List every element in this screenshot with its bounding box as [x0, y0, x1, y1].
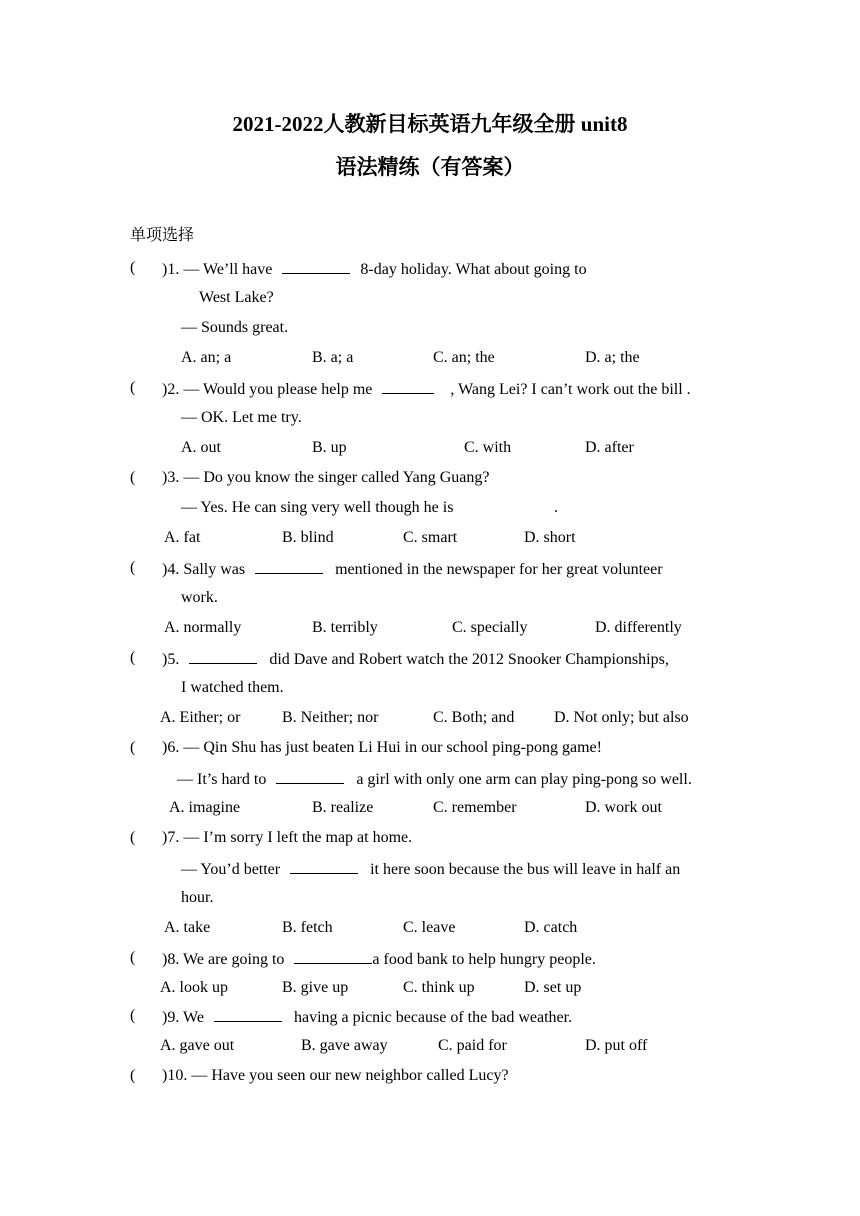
dialogue-response: — OK. Let me try. — [181, 409, 302, 426]
answer-paren: ( — [130, 829, 136, 846]
option-b: B. up — [312, 439, 347, 456]
option-b: B. Neither; nor — [282, 709, 379, 726]
option-c: C. remember — [433, 799, 517, 816]
question-number: )9. We — [162, 1009, 204, 1026]
question-stem: )6. — Qin Shu has just beaten Li Hui in our school ping-pong game! — [162, 739, 602, 756]
option-a: A. Either; or — [160, 709, 241, 726]
question-stem — [162, 378, 691, 400]
answer-paren: ( — [130, 259, 136, 276]
option-d: D. short — [524, 529, 576, 546]
question-text: , Wang Lei? I can’t work out the bill . — [450, 381, 691, 398]
question-continuation: hour. — [181, 889, 214, 906]
option-d: D. set up — [524, 979, 582, 996]
question-text: 8-day holiday. What about going to — [360, 261, 587, 278]
option-a: A. an; a — [181, 349, 232, 366]
option-b: B. a; a — [312, 349, 354, 366]
answer-paren: ( — [130, 1007, 136, 1024]
option-b: B. terribly — [312, 619, 378, 636]
question-number: )8. We are going to — [162, 951, 285, 968]
question-text: a girl with only one arm can play ping-pong so well. — [356, 771, 692, 788]
option-c: C. specially — [452, 619, 528, 636]
option-d: D. differently — [595, 619, 682, 636]
option-b: B. fetch — [282, 919, 333, 936]
question-number: )2. — Would you please help me — [162, 381, 373, 398]
option-c: C. paid for — [438, 1037, 507, 1054]
fill-blank — [276, 768, 344, 784]
answer-paren: ( — [130, 1067, 136, 1084]
option-a: A. gave out — [160, 1037, 235, 1054]
fill-blank — [282, 258, 350, 274]
option-a: A. imagine — [169, 799, 241, 816]
option-d: D. Not only; but also — [554, 709, 689, 726]
option-d: D. put off — [585, 1037, 648, 1054]
question-text: a food bank to help hungry people. — [372, 951, 596, 968]
answer-paren: ( — [130, 559, 136, 576]
question-number: )4. Sally was — [162, 561, 246, 578]
dialogue-response: — Yes. He can sing very well though he is — [181, 499, 454, 516]
option-c: C. with — [464, 439, 512, 456]
question-text: did Dave and Robert watch the 2012 Snooker Championships, — [269, 651, 669, 668]
question-stem: )10. — Have you seen our new neighbor called Lucy? — [162, 1067, 509, 1084]
option-d: D. work out — [585, 799, 662, 816]
question-text: it here soon because the bus will leave in half an — [370, 861, 681, 878]
option-a: A. take — [164, 919, 211, 936]
option-b: B. blind — [282, 529, 334, 546]
question-text: mentioned in the newspaper for her great volunteer — [335, 561, 663, 578]
answer-paren: ( — [130, 649, 136, 666]
question-stem — [162, 948, 596, 970]
option-d: D. catch — [524, 919, 578, 936]
question-text: — It’s hard to — [177, 771, 267, 788]
section-heading: 单项选择 — [130, 227, 195, 244]
option-a: A. normally — [164, 619, 242, 636]
question-number: )5. — [162, 651, 180, 668]
dialogue-response: — Sounds great. — [181, 319, 289, 336]
question-continuation: I watched them. — [181, 679, 284, 696]
question-continuation: West Lake? — [199, 289, 274, 306]
fill-blank — [189, 648, 257, 664]
option-a: A. look up — [160, 979, 228, 996]
question-stem — [162, 558, 663, 580]
dialogue-response — [177, 768, 692, 790]
option-c: C. think up — [403, 979, 475, 996]
document-title: 2021-2022人教新目标英语九年级全册 unit8 — [232, 112, 628, 136]
question-text: having a picnic because of the bad weather. — [293, 1009, 573, 1026]
option-c: C. leave — [403, 919, 456, 936]
option-a: A. out — [181, 439, 221, 456]
question-number: )1. — We’ll have — [162, 261, 273, 278]
option-b: B. realize — [312, 799, 374, 816]
question-stem — [162, 648, 669, 670]
option-a: A. fat — [164, 529, 201, 546]
fill-blank — [294, 948, 372, 964]
answer-paren: ( — [130, 739, 136, 756]
fill-blank — [255, 558, 323, 574]
answer-paren: ( — [130, 469, 136, 486]
option-d: D. after — [585, 439, 634, 456]
option-c: C. smart — [403, 529, 458, 546]
question-stem: )7. — I’m sorry I left the map at home. — [162, 829, 413, 846]
question-stem — [162, 258, 587, 280]
fill-blank — [382, 378, 434, 394]
option-c: C. an; the — [433, 349, 495, 366]
option-d: D. a; the — [585, 349, 640, 366]
question-stem: )3. — Do you know the singer called Yang Guang? — [162, 469, 490, 486]
dialogue-response — [181, 858, 680, 880]
document-subtitle: 语法精练（有答案） — [335, 155, 525, 179]
answer-paren: ( — [130, 379, 136, 396]
question-stem — [162, 1006, 572, 1028]
option-c: C. Both; and — [433, 709, 515, 726]
sentence-end: . — [554, 499, 558, 516]
fill-blank — [290, 858, 358, 874]
answer-paren: ( — [130, 949, 136, 966]
option-b: B. give up — [282, 979, 349, 996]
option-b: B. gave away — [301, 1037, 388, 1054]
question-continuation: work. — [181, 589, 218, 606]
question-text: — You’d better — [181, 861, 281, 878]
fill-blank — [214, 1006, 282, 1022]
